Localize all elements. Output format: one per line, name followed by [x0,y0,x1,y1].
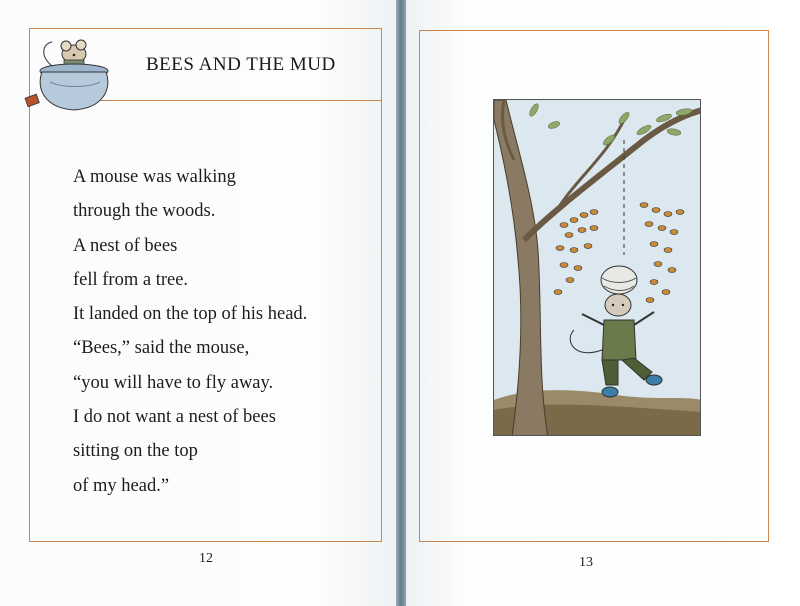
story-line: “you will have to fly away. [73,372,274,393]
story-line: through the woods. [73,201,216,222]
story-line: sitting on the top [73,441,198,462]
page-number-right: 13 [579,555,593,570]
story-line: It landed on the top of his head. [73,304,308,325]
book-gutter [396,0,406,606]
story-line: A mouse was walking [73,167,236,187]
page-number-left: 12 [199,551,213,566]
story-line: of my head.” [73,475,170,496]
mouse-in-pot-illustration [22,26,116,116]
illustration-art [494,100,701,436]
chapter-title: BEES AND THE MUD [146,54,336,75]
story-line: fell from a tree. [73,269,189,290]
story-line: A nest of bees [73,235,178,256]
mouse-with-bees-illustration [493,99,701,436]
story-line: I do not want a nest of bees [73,407,276,428]
story-line: “Bees,” said the mouse, [73,338,250,359]
story-text [73,160,373,503]
header-rule [98,100,382,101]
